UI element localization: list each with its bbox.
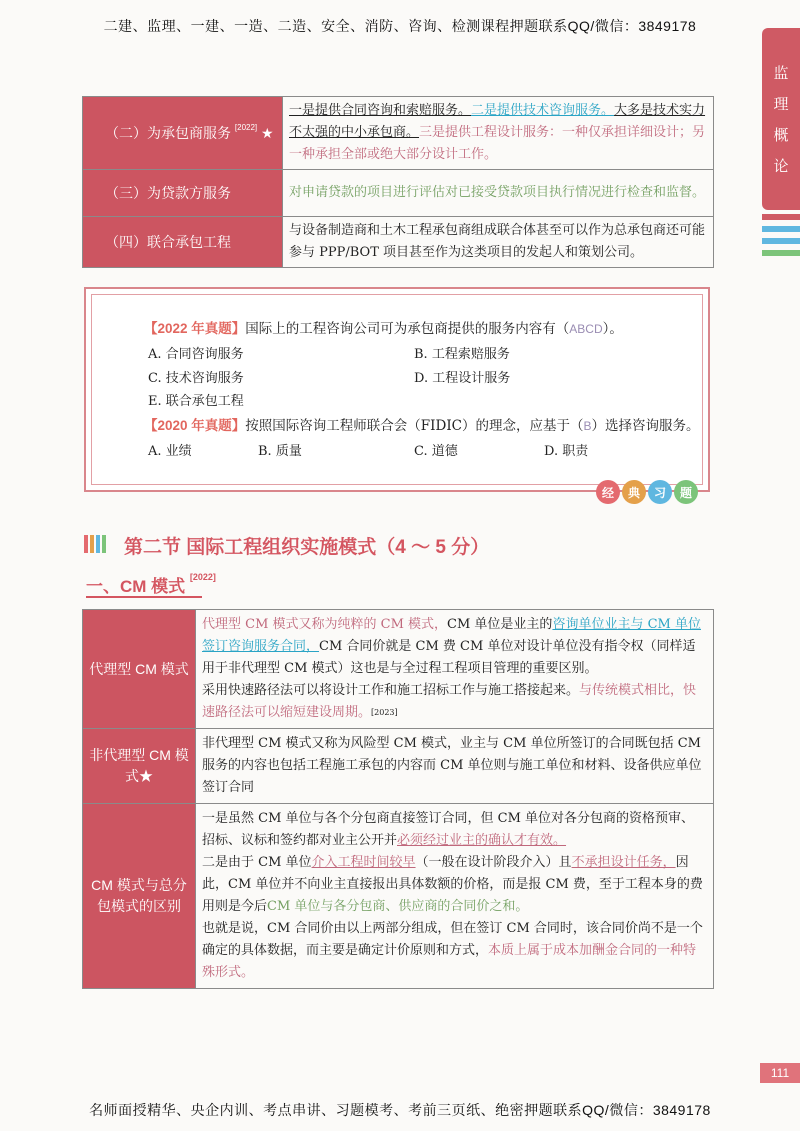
row-content (196, 804, 714, 989)
chapter-side-tab (762, 28, 800, 210)
text-segment: 一是提供合同咨询和索赔服务。 (289, 103, 472, 118)
side-stripe-blue (762, 238, 800, 244)
section-bars-icon (84, 535, 106, 553)
table-row (83, 217, 714, 268)
side-tab-char: 概 (773, 127, 789, 144)
exercise-box (84, 287, 710, 500)
row-content (196, 729, 714, 804)
option-d: D. 职责 (544, 444, 589, 459)
row-content (283, 97, 714, 170)
service-table (82, 96, 714, 268)
text-segment: 二是由于 CM 单位 (202, 855, 312, 870)
text-segment: 大多是技术实力不太强的中小承包商。 (289, 103, 706, 140)
option-b: B. 工程索赔服务 (414, 347, 510, 362)
row-label: （三）为贷款方服务 (83, 170, 283, 217)
table-row (83, 804, 714, 989)
text-segment: 不承担设计任务， (571, 855, 676, 870)
text-segment: CM 单位是业主的 (447, 617, 553, 632)
question-year: 【2022 年真题】 (144, 321, 246, 336)
option-a: A. 业绩 (148, 444, 192, 459)
row-label: 代理型 CM 模式 (83, 610, 196, 729)
page-number: 111 (760, 1063, 800, 1083)
text-segment: （一般在设计阶段介入）且 (415, 855, 572, 870)
page-header: 二建、监理、一建、一造、二造、安全、消防、咨询、检测课程押题联系QQ/微信：3849178 (103, 18, 697, 34)
option-a: A. 合同咨询服务 (148, 347, 244, 362)
question-2 (144, 414, 700, 434)
row-content (283, 170, 714, 217)
text-segment: 三是提供工程设计服务：一种仅承担详细设计；另一种承担全部或绝大部分设计工作。 (289, 125, 706, 162)
row-content (196, 610, 714, 729)
question-text: 国际上的工程咨询公司可为承包商提供的服务内容有（ (245, 321, 570, 337)
classic-exercise-badge (596, 480, 698, 504)
page-footer: 名师面授精华、央企内训、考点串讲、习题模考、考前三页纸、绝密押题联系QQ/微信：3849178 (89, 1102, 711, 1118)
question-text: 按照国际咨询工程师联合会（FIDIC）的理念，应基于（ (245, 418, 584, 434)
row-label: （四）联合承包工程 (83, 217, 283, 268)
subsection-title-text: 一、CM 模式 (86, 577, 186, 596)
year-tag: [2023] (371, 708, 398, 717)
text-segment: 非代理型 CM 模式又称为风险型 CM 模式，业主与 CM 单位所签订的合同既包括 CM 服务的内容也包括工程施工承包的内容而 CM 单位则与施工单位和材料、设备供应单位签订合同 (202, 736, 702, 795)
star-icon: ★ (261, 125, 274, 141)
side-stripe-green (762, 250, 800, 256)
text-segment: 对申请贷款的项目进行评估对已接受贷款项目执行情况进行检查和监督。 (289, 185, 706, 200)
option-d: D. 工程设计服务 (414, 371, 511, 386)
subsection-title (86, 572, 216, 597)
text-segment: 代理型 CM 模式又称为纯粹的 CM 模式， (202, 617, 448, 632)
side-tab-char: 论 (773, 158, 789, 175)
cm-mode-table (82, 609, 714, 989)
table-row (83, 610, 714, 729)
option-c: C. 道德 (414, 444, 458, 459)
side-tab-char: 理 (773, 96, 789, 113)
question-text: ）选择咨询服务。 (591, 418, 700, 434)
row-label: CM 模式与总分包模式的区别 (83, 804, 196, 989)
badge-char: 题 (674, 480, 698, 504)
row-label: 非代理型 CM 模式★ (83, 729, 196, 804)
answer-text: ABCD (569, 322, 603, 336)
text-segment: 因此，CM 单位并不向业主直接报出具体数额的价格，而是报 CM 费，至于工程本身的费用则是今后 (202, 855, 703, 914)
text-segment: CM 单位与各分包商、供应商的合同价之和。 (267, 899, 529, 914)
text-segment: 也就是说，CM 合同价由以上两部分组成，但在签订 CM 合同时，该合同价尚不是一个确定的具体数据，而主要是确定计价原则和方式， (202, 921, 703, 958)
question-year: 【2020 年真题】 (144, 418, 246, 433)
badge-char: 经 (596, 480, 620, 504)
badge-char: 习 (648, 480, 672, 504)
subsection-underline (86, 596, 202, 598)
text-segment: 本质上属于成本加酬金合同的一种特殊形式。 (202, 943, 697, 980)
text-segment: 与传统模式相比，快速路径法可以缩短建设周期。 (202, 683, 697, 720)
question-1 (144, 317, 623, 337)
text-segment: 二是提供技术咨询服务。 (471, 103, 615, 118)
row-content (283, 217, 714, 268)
text-segment: 介入工程时间较早 (311, 855, 416, 870)
text-segment: CM 合同价就是 CM 费 CM 单位对设计单位没有指令权（同样适用于非代理型 CM 模式）这也是与全过程工程项目管理的重要区别。 (202, 639, 696, 676)
table-row (83, 97, 714, 170)
text-segment: 采用快速路径法可以将设计工作和施工招标工作与施工搭接起来。 (202, 683, 580, 698)
row-label (83, 97, 283, 170)
text-segment: 与设备制造商和土木工程承包商组成联合体甚至可以作为总承包商还可能参与 PPP/BOT 项目甚至作为这类项目的发起人和策划公司。 (289, 223, 706, 260)
section-title: 第二节 国际工程组织实施模式（4 ～ 5 分） (124, 537, 490, 558)
side-tab-char: 监 (773, 65, 789, 82)
option-c: C. 技术咨询服务 (148, 371, 244, 386)
text-segment: 咨询单位业主与 CM 单位签订咨询服务合同， (202, 617, 701, 654)
table-row (83, 170, 714, 217)
option-e: E. 联合承包工程 (148, 394, 244, 409)
year-tag: [2022] (189, 572, 216, 582)
question-text: ）。 (602, 321, 623, 337)
option-b: B. 质量 (258, 444, 302, 459)
text-segment: 必须经过业主的确认才有效。 (397, 833, 567, 848)
answer-text: B (583, 419, 592, 433)
text-segment: 一是虽然 CM 单位与各个分包商直接签订合同，但 CM 单位对各分包商的资格预审、招标、议标和签约都对业主公开并 (202, 811, 695, 848)
badge-char: 典 (622, 480, 646, 504)
side-stripe-pink (762, 214, 800, 220)
row-label-text: （二）为承包商服务 (105, 125, 231, 141)
side-stripe-blue (762, 226, 800, 232)
year-tag: [2022] (234, 123, 258, 132)
table-row (83, 729, 714, 804)
